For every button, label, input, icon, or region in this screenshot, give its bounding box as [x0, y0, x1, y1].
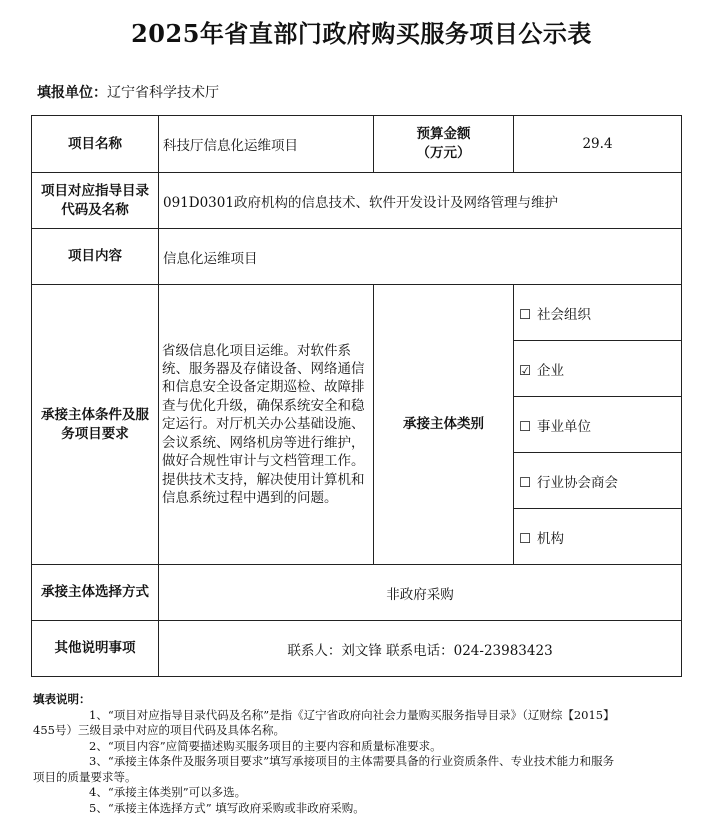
option-label: 行业协会商会 — [537, 474, 618, 491]
filling-notes — [33, 692, 683, 816]
note-3: 3、“承接主体条件及服务项目要求”填写承接项目的主体需要具备的行业资质条件、专业技术能力和服务 — [89, 754, 615, 768]
note-3-cont: 项目的质量要求等。 — [33, 769, 137, 784]
row-project-name — [32, 116, 682, 173]
other-value: 联系人：刘文锋 联系电话：024-23983423 — [159, 621, 682, 677]
reporting-unit-label: 填报单位： — [37, 85, 107, 101]
row-other — [32, 621, 682, 677]
content-label: 项目内容 — [32, 229, 159, 285]
page-title: 2025年省直部门政府购买服务项目公示表 — [131, 19, 592, 48]
row-requirements — [32, 285, 682, 341]
content-value: 信息化运维项目 — [159, 229, 682, 285]
option-label: 企业 — [537, 362, 564, 379]
option-social-org[interactable] — [514, 285, 682, 341]
option-institution[interactable] — [514, 509, 682, 565]
checkbox-unchecked-icon[interactable]: ☐ — [519, 418, 532, 435]
code-label: 项目对应指导目录代码及名称 — [32, 173, 159, 229]
requirements-label: 承接主体条件及服务项目要求 — [32, 285, 159, 565]
other-label: 其他说明事项 — [32, 621, 159, 677]
budget-label-line2: （万元） — [416, 145, 471, 161]
option-label: 机构 — [537, 530, 564, 547]
reporting-unit-value: 辽宁省科学技术厅 — [107, 85, 219, 101]
row-selection-method — [32, 565, 682, 621]
option-industry-association[interactable] — [514, 453, 682, 509]
project-name-value: 科技厅信息化运维项目 — [159, 116, 374, 173]
option-enterprise[interactable] — [514, 341, 682, 397]
checkbox-unchecked-icon[interactable]: ☐ — [519, 530, 532, 547]
note-4: 4、“承接主体类别”可以多选。 — [89, 785, 247, 799]
checkbox-unchecked-icon[interactable]: ☐ — [519, 474, 532, 491]
code-value: 091D0301政府机构的信息技术、软件开发设计及网络管理与维护 — [159, 173, 682, 229]
option-public-institution[interactable] — [514, 397, 682, 453]
checkbox-checked-icon[interactable]: ☑ — [519, 362, 532, 379]
budget-label — [374, 116, 514, 173]
reporting-unit — [37, 82, 219, 102]
selection-method-value: 非政府采购 — [159, 565, 682, 621]
selection-method-label: 承接主体选择方式 — [32, 565, 159, 621]
budget-value: 29.4 — [514, 116, 682, 173]
row-code — [32, 173, 682, 229]
disclosure-table — [31, 115, 682, 677]
row-content — [32, 229, 682, 285]
project-name-label: 项目名称 — [32, 116, 159, 173]
notes-header: 填表说明： — [33, 692, 91, 706]
option-label: 社会组织 — [537, 306, 591, 323]
note-1-cont: 455号）三级目录中对应的项目代码及具体名称。 — [33, 723, 285, 737]
note-5: 5、“承接主体选择方式” 填写政府采购或非政府采购。 — [89, 800, 365, 815]
option-label: 事业单位 — [537, 418, 591, 435]
entity-type-label: 承接主体类别 — [374, 285, 514, 565]
requirements-text: 省级信息化项目运维。对软件系统、服务器及存储设备、网络通信和信息安全设备定期巡检、故障排查与优化升级，确保系统安全和稳定运行。对厅机关办公基础设施、会议系统、网络机房等进行维护，做好合规性审计与文档管理工作。提供技术支持，解决使用计算机和信息系统过程中遇到的问题。 — [159, 285, 374, 565]
note-2: 2、“项目内容”应简要描述购买服务项目的主要内容和质量标准要求。 — [89, 738, 442, 753]
checkbox-unchecked-icon[interactable]: ☐ — [519, 306, 532, 323]
budget-label-line1: 预算金额 — [416, 126, 471, 142]
note-1: 1、“项目对应指导目录代码及名称”是指《辽宁省政府向社会力量购买服务指导目录》（辽财综【2015】 — [89, 707, 615, 722]
